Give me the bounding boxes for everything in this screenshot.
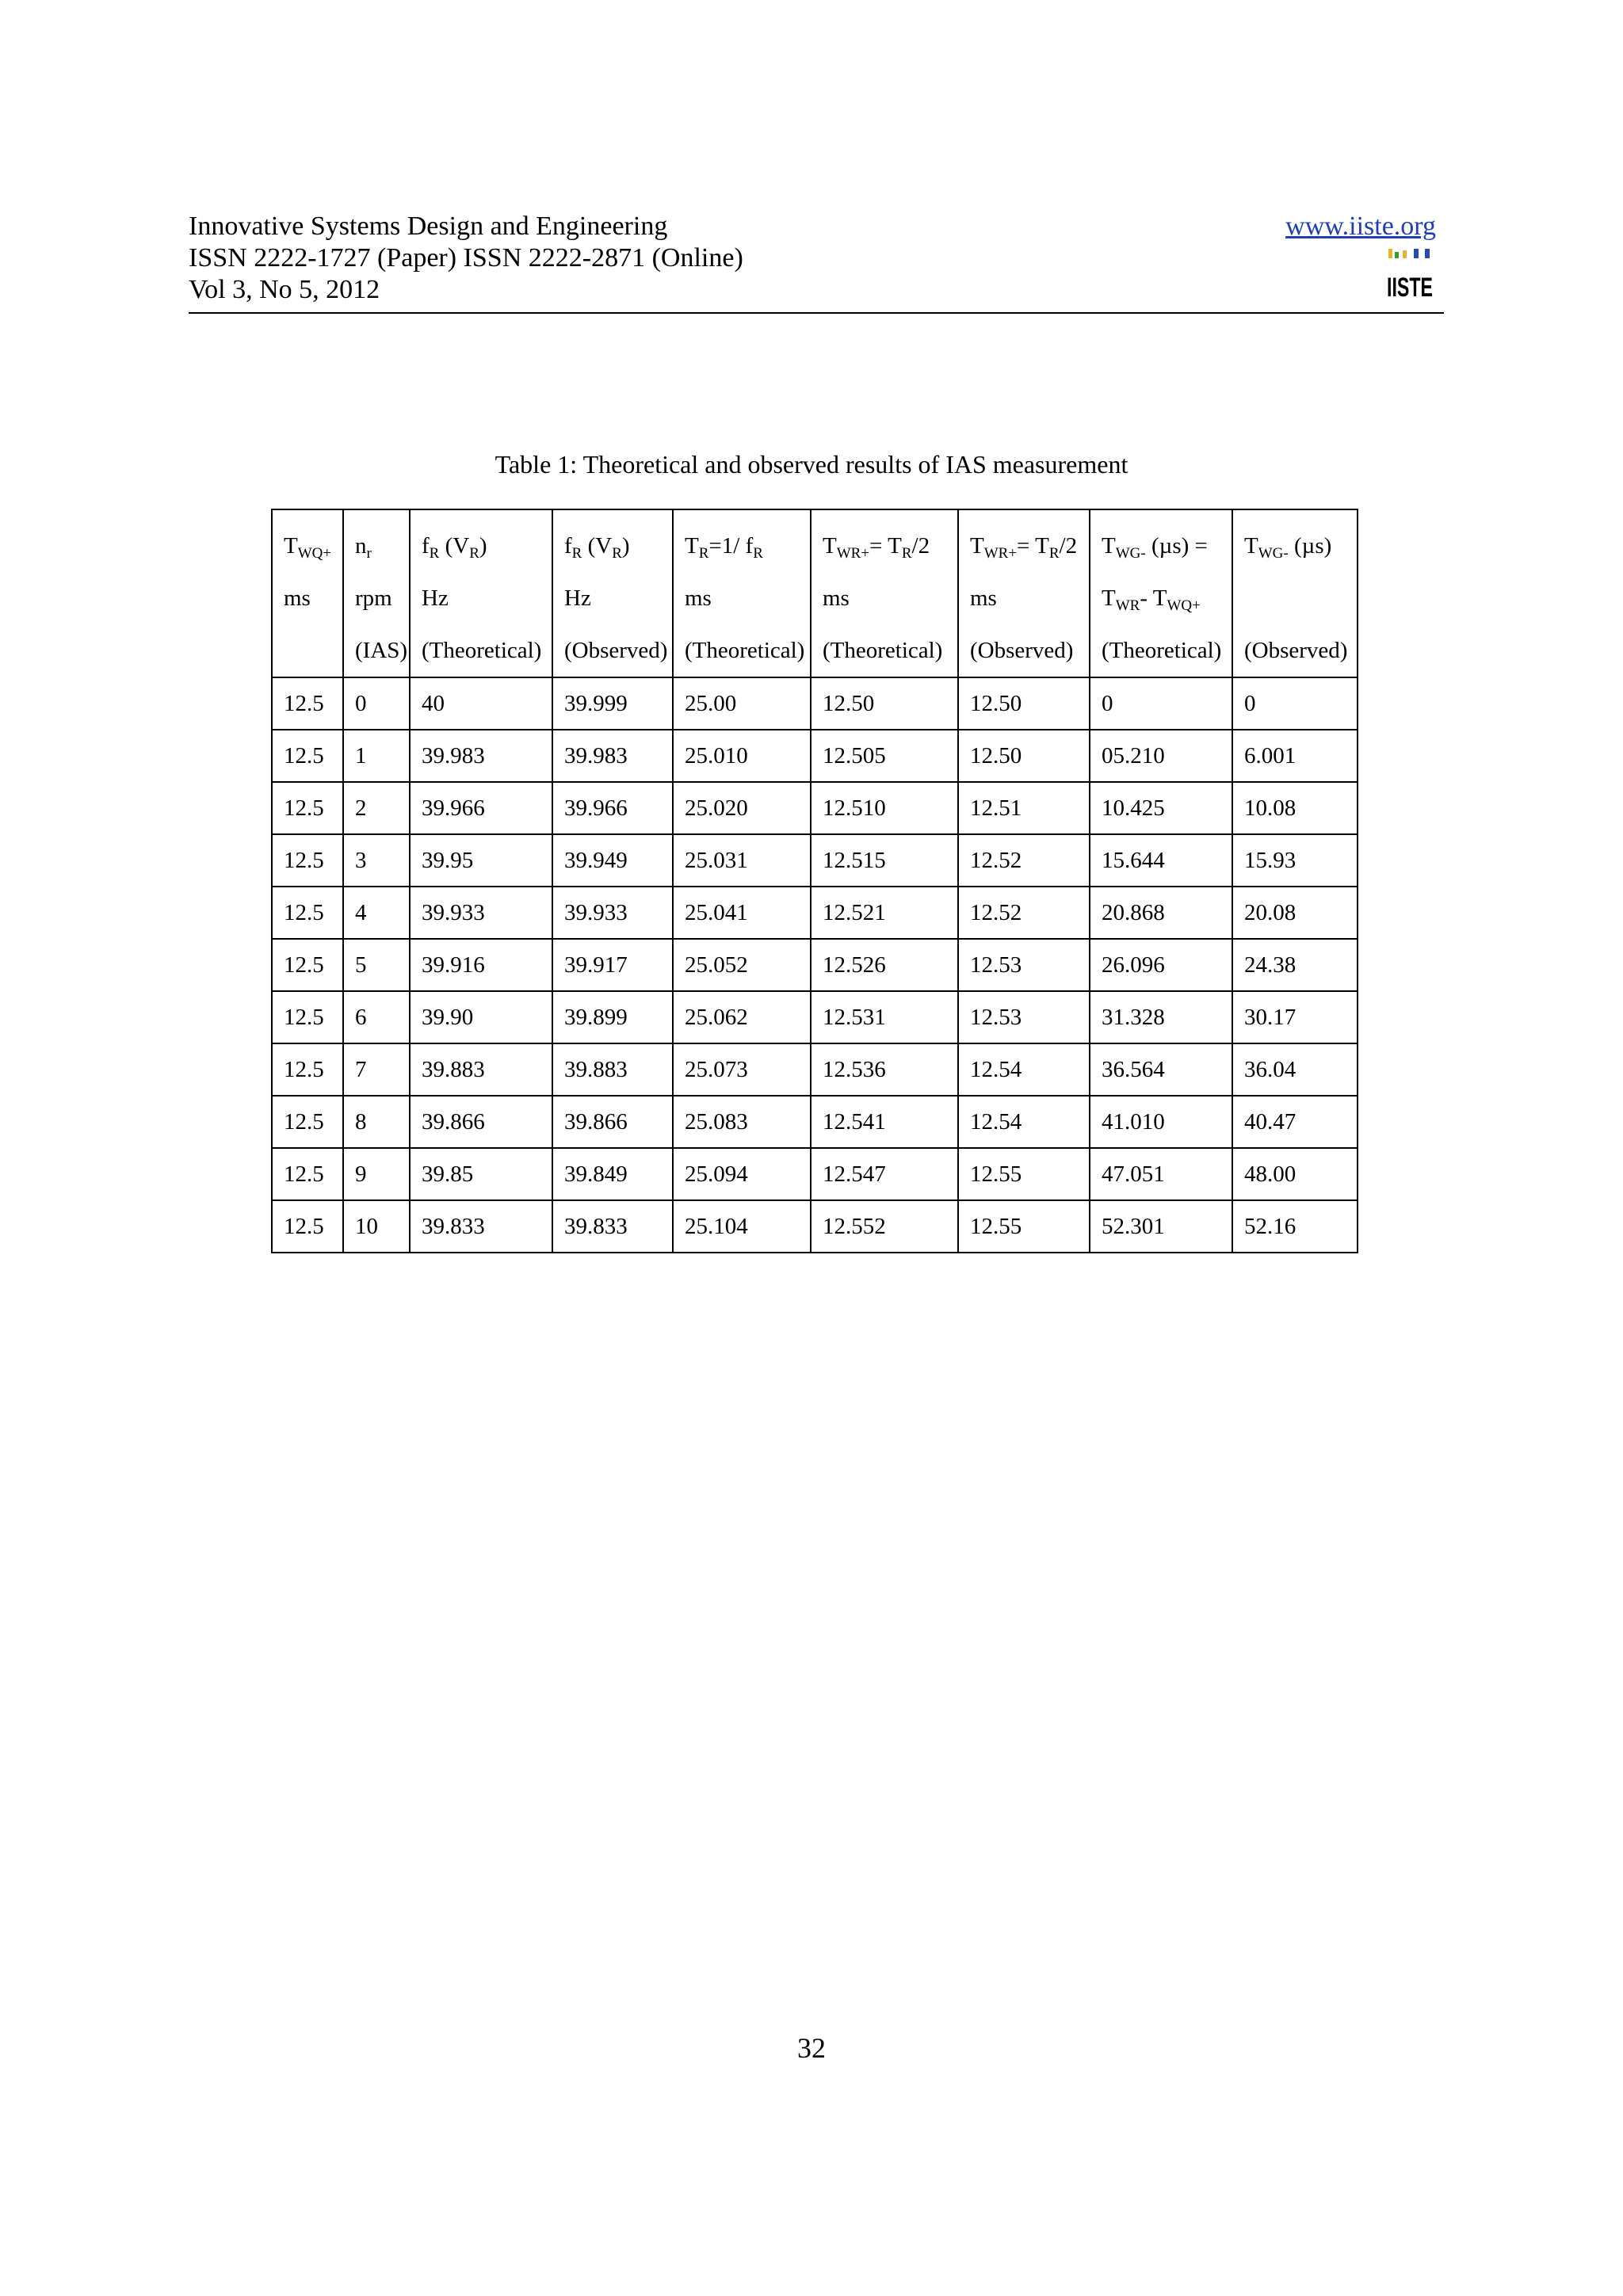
table-cell: 12.5 (272, 1043, 343, 1096)
table-cell: 12.510 (811, 782, 958, 834)
table-cell: 10 (343, 1200, 410, 1253)
table-row (272, 677, 1358, 730)
table-cell: 52.301 (1090, 1200, 1232, 1253)
col-header-twg-theoretical: $T_{WG-}$ (µs) = $T_{WR}-$ $T_{WQ+}$ (Theoretical) (1090, 509, 1232, 677)
table-cell: 12.53 (958, 991, 1090, 1043)
table-cell: 39.833 (410, 1200, 552, 1253)
table-cell: 12.5 (272, 1096, 343, 1148)
journal-header (189, 211, 743, 306)
table-cell: 12.541 (811, 1096, 958, 1148)
table-row (272, 991, 1358, 1043)
table-cell: 39.90 (410, 991, 552, 1043)
col-header-twg-observed: $T_{WG-}$ (µs) (Observed) (1232, 509, 1358, 677)
table-caption: Table 1: Theoretical and observed results of IAS measurement (495, 450, 1128, 479)
table-cell: 12.54 (958, 1096, 1090, 1148)
table-cell: 8 (343, 1096, 410, 1148)
table-cell: 39.983 (410, 730, 552, 782)
table-cell: 25.00 (673, 677, 811, 730)
table-cell: 6.001 (1232, 730, 1358, 782)
table-cell: 25.041 (673, 887, 811, 939)
table-cell: 36.04 (1232, 1043, 1358, 1096)
table-cell: 12.5 (272, 991, 343, 1043)
table-cell: 39.983 (552, 730, 673, 782)
table-cell: 10.08 (1232, 782, 1358, 834)
table-cell: 30.17 (1232, 991, 1358, 1043)
table-cell: 12.52 (958, 887, 1090, 939)
table-cell: 12.505 (811, 730, 958, 782)
table-cell: 25.073 (673, 1043, 811, 1096)
table-cell: 4 (343, 887, 410, 939)
table-row (272, 939, 1358, 991)
table-cell: 12.51 (958, 782, 1090, 834)
journal-volume: Vol 3, No 5, 2012 (189, 275, 380, 304)
table-cell: 12.5 (272, 834, 343, 887)
table-cell: 6 (343, 991, 410, 1043)
table-cell: 24.38 (1232, 939, 1358, 991)
table-cell: 25.031 (673, 834, 811, 887)
table-row (272, 887, 1358, 939)
table-cell: 12.552 (811, 1200, 958, 1253)
col-header-fr-theoretical: $f_R$ $(V_R)$ Hz (Theoretical) (410, 509, 552, 677)
table-cell: 39.883 (410, 1043, 552, 1096)
header-divider (189, 312, 1444, 314)
table-cell: 26.096 (1090, 939, 1232, 991)
table-cell: 12.515 (811, 834, 958, 887)
journal-issn: ISSN 2222-1727 (Paper) ISSN 2222-2871 (Online) (189, 243, 743, 273)
iiste-logo (1385, 246, 1434, 301)
table-cell: 12.5 (272, 1200, 343, 1253)
table-cell: 12.52 (958, 834, 1090, 887)
table-cell: 39.916 (410, 939, 552, 991)
table-cell: 20.868 (1090, 887, 1232, 939)
table-cell: 47.051 (1090, 1148, 1232, 1200)
table-cell: 39.933 (410, 887, 552, 939)
table-cell: 36.564 (1090, 1043, 1232, 1096)
table-cell: 12.55 (958, 1148, 1090, 1200)
table-cell: 12.5 (272, 730, 343, 782)
table-cell: 39.966 (552, 782, 673, 834)
table-row (272, 1148, 1358, 1200)
col-header-fr-observed: $f_R$ $(V_R)$ Hz (Observed) (552, 509, 673, 677)
table-cell: 25.062 (673, 991, 811, 1043)
table-cell: 12.5 (272, 939, 343, 991)
table-cell: 12.50 (811, 677, 958, 730)
col-header-nr: $n_r$ rpm (IAS) (343, 509, 410, 677)
table-cell: 0 (343, 677, 410, 730)
table-cell: 39.833 (552, 1200, 673, 1253)
table-cell: 31.328 (1090, 991, 1232, 1043)
col-header-twr-observed: $T_{WR+}= T_R/2$ ms (Observed) (958, 509, 1090, 677)
table-cell: 12.531 (811, 991, 958, 1043)
table-cell: 39.966 (410, 782, 552, 834)
table-cell: 15.644 (1090, 834, 1232, 887)
table-cell: 5 (343, 939, 410, 991)
table-cell: 12.5 (272, 782, 343, 834)
table-cell: 7 (343, 1043, 410, 1096)
table-cell: 25.083 (673, 1096, 811, 1148)
table-cell: 39.95 (410, 834, 552, 887)
table-cell: 15.93 (1232, 834, 1358, 887)
table-cell: 3 (343, 834, 410, 887)
table-cell: 9 (343, 1148, 410, 1200)
table-cell: 39.899 (552, 991, 673, 1043)
table-cell: 12.54 (958, 1043, 1090, 1096)
col-header-tr-theoretical: $T_R=1/$ $f_R$ ms (Theoretical) (673, 509, 811, 677)
table-cell: 0 (1232, 677, 1358, 730)
table-cell: 40 (410, 677, 552, 730)
table-cell: 39.883 (552, 1043, 673, 1096)
table-cell: 12.55 (958, 1200, 1090, 1253)
table-cell: 05.210 (1090, 730, 1232, 782)
table-cell: 12.521 (811, 887, 958, 939)
table-cell: 0 (1090, 677, 1232, 730)
table-cell: 12.5 (272, 677, 343, 730)
table-cell: 25.020 (673, 782, 811, 834)
table-row (272, 834, 1358, 887)
table-cell: 52.16 (1232, 1200, 1358, 1253)
table-cell: 12.53 (958, 939, 1090, 991)
table-cell: 39.85 (410, 1148, 552, 1200)
table-cell: 39.917 (552, 939, 673, 991)
table-cell: 39.949 (552, 834, 673, 887)
journal-header-right (1285, 211, 1436, 303)
results-table (271, 509, 1358, 1253)
table-cell: 12.526 (811, 939, 958, 991)
table-cell: 25.094 (673, 1148, 811, 1200)
table-cell: 12.547 (811, 1148, 958, 1200)
table-body (272, 677, 1358, 1253)
col-header-twq: $T_{WQ+}$ ms (272, 509, 343, 677)
table-cell: 12.50 (958, 730, 1090, 782)
table-cell: 1 (343, 730, 410, 782)
table-cell: 48.00 (1232, 1148, 1358, 1200)
table-row (272, 1096, 1358, 1148)
table-cell: 2 (343, 782, 410, 834)
logo-text: IISTE (1387, 273, 1433, 303)
table-cell: 40.47 (1232, 1096, 1358, 1148)
table-row (272, 730, 1358, 782)
table-cell: 12.5 (272, 887, 343, 939)
table-cell: 39.849 (552, 1148, 673, 1200)
table-row (272, 1043, 1358, 1096)
table-cell: 25.104 (673, 1200, 811, 1253)
table-cell: 39.866 (410, 1096, 552, 1148)
journal-title: Innovative Systems Design and Engineering (189, 212, 668, 241)
table-row (272, 782, 1358, 834)
table-cell: 25.010 (673, 730, 811, 782)
table-cell: 41.010 (1090, 1096, 1232, 1148)
table-cell: 39.933 (552, 887, 673, 939)
table-cell: 39.866 (552, 1096, 673, 1148)
table-header-row (272, 509, 1358, 677)
page-number: 32 (797, 2032, 826, 2064)
table-cell: 25.052 (673, 939, 811, 991)
table-row (272, 1200, 1358, 1253)
table-cell: 10.425 (1090, 782, 1232, 834)
table-cell: 12.50 (958, 677, 1090, 730)
col-header-twr-theoretical: $T_{WR+}= T_R/2$ ms (Theoretical) (811, 509, 958, 677)
table-cell: 12.5 (272, 1148, 343, 1200)
table-cell: 39.999 (552, 677, 673, 730)
table-cell: 12.536 (811, 1043, 958, 1096)
website-link[interactable]: www.iiste.org (1285, 212, 1436, 241)
table-cell: 20.08 (1232, 887, 1358, 939)
